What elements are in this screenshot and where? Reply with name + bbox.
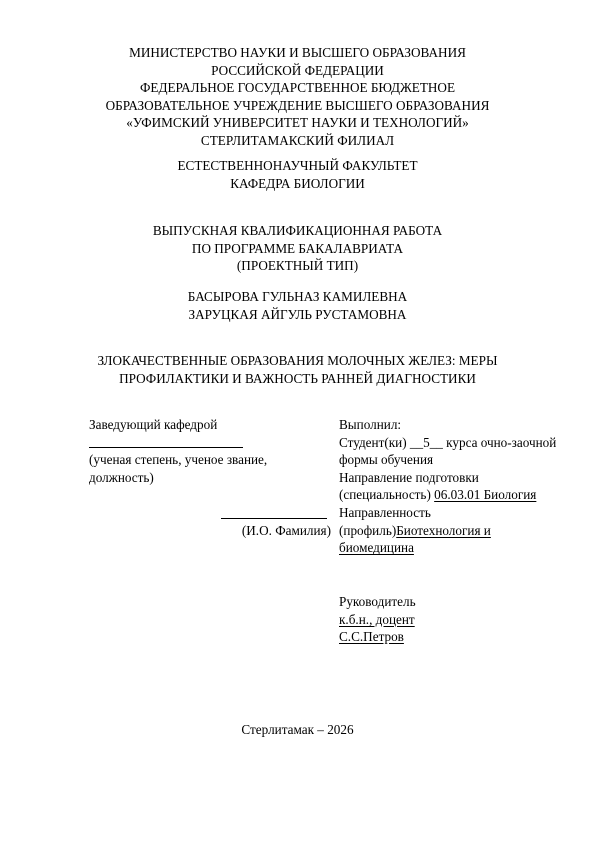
degree-signature-line	[89, 434, 331, 452]
speciality-prefix: (специальность)	[339, 487, 435, 503]
speciality-line	[339, 486, 579, 504]
header-line: РОССИЙСКОЙ ФЕДЕРАЦИИ	[211, 62, 384, 78]
faculty-name: ЕСТЕСТВЕННОНАУЧНЫЙ ФАКУЛЬТЕТ	[177, 158, 418, 173]
name-hint: (И.О. Фамилия)	[241, 522, 331, 538]
institution-header	[0, 44, 595, 150]
student-suffix: курса очно-заочной	[442, 434, 557, 450]
position-hint: должность)	[89, 469, 154, 485]
speciality-value: 06.03.01 Биология	[434, 487, 537, 503]
supervisor-name: С.С.Петров	[339, 629, 404, 645]
profile-value: Биотехнология и	[396, 522, 491, 538]
header-line: «УФИМСКИЙ УНИВЕРСИТЕТ НАУКИ И ТЕХНОЛОГИЙ»	[126, 115, 469, 131]
supervisor-block	[339, 593, 579, 646]
author-name: БАСЫРОВА ГУЛЬНАЗ КАМИЛЕВНА	[187, 289, 408, 304]
student-prefix: Студент(ки)	[339, 434, 410, 450]
profile-value-continued: биомедицина	[339, 540, 414, 556]
profile-label: Направленность	[339, 504, 431, 520]
study-form: формы обучения	[339, 452, 434, 468]
course-number: __5__	[409, 434, 443, 450]
header-line: ФЕДЕРАЛЬНОЕ ГОСУДАРСТВЕННОЕ БЮДЖЕТНОЕ	[139, 80, 455, 96]
head-of-department-label: Заведующий кафедрой	[89, 417, 218, 432]
faculty-block	[0, 157, 595, 192]
profile-line	[339, 522, 579, 540]
name-signature-line	[89, 504, 331, 522]
thesis-title-line: ПРОФИЛАКТИКИ И ВАЖНОСТЬ РАННЕЙ ДИАГНОСТИКИ	[119, 370, 476, 386]
empty-line	[89, 486, 331, 504]
thesis-title-line: ЗЛОКАЧЕСТВЕННЫЕ ОБРАЗОВАНИЯ МОЛОЧНЫХ ЖЕЛЕЗ: МЕРЫ	[97, 353, 498, 368]
student-line	[339, 434, 579, 452]
work-type-line: ПО ПРОГРАММЕ БАКАЛАВРИАТА	[191, 240, 404, 256]
profile-prefix: (профиль)	[339, 522, 397, 538]
footer	[0, 721, 595, 739]
performed-by-block	[339, 416, 579, 557]
supervisor-label: Руководитель	[339, 594, 416, 609]
performed-by-label: Выполнил:	[339, 417, 402, 432]
head-of-department-block	[89, 416, 331, 539]
degree-hint: (ученая степень, ученое звание,	[89, 452, 268, 468]
authors-block	[0, 288, 595, 323]
supervisor-degree: к.б.н., доцент	[339, 611, 415, 627]
work-type-block	[0, 222, 595, 275]
header-line: СТЕРЛИТАМАКСКИЙ ФИЛИАЛ	[200, 132, 395, 148]
work-type-line: ВЫПУСКНАЯ КВАЛИФИКАЦИОННАЯ РАБОТА	[152, 223, 443, 238]
work-type-line: (ПРОЕКТНЫЙ ТИП)	[236, 258, 359, 274]
thesis-title	[0, 352, 595, 387]
direction-label: Направление подготовки	[339, 469, 479, 485]
header-line: МИНИСТЕРСТВО НАУКИ И ВЫСШЕГО ОБРАЗОВАНИЯ	[129, 45, 466, 60]
department-name: КАФЕДРА БИОЛОГИИ	[230, 175, 365, 191]
city-year: Стерлитамак – 2026	[241, 722, 354, 737]
author-name: ЗАРУЦКАЯ АЙГУЛЬ РУСТАМОВНА	[188, 306, 407, 322]
header-line: ОБРАЗОВАТЕЛЬНОЕ УЧРЕЖДЕНИЕ ВЫСШЕГО ОБРАЗОВАНИЯ	[105, 97, 490, 113]
